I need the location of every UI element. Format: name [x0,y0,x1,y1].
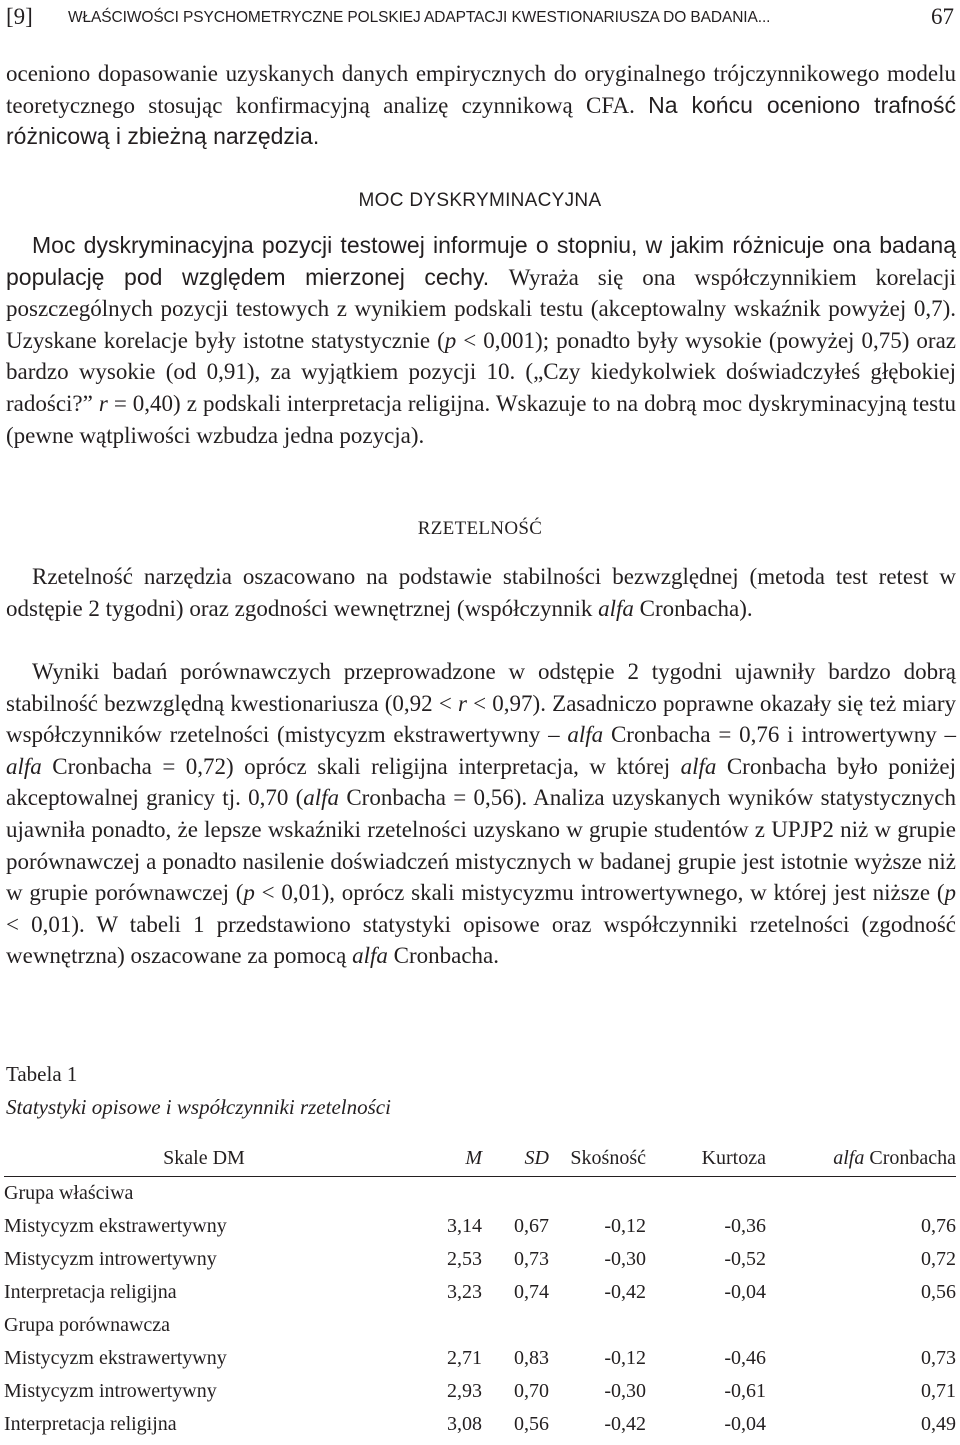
table-row [4,1276,956,1309]
cell-kurtosis: -0,52 [724,1248,766,1270]
reliability-text: Cronbacha = 0,76 i introwertywny – [603,722,956,748]
r-symbol: r [98,390,108,416]
cell-sd: 0,74 [514,1281,549,1303]
r-symbol: r [458,690,467,716]
table-header-row [4,1140,956,1177]
reliability-text: Cronbacha = 0,72) oprócz skali religijna interpretacja, w której [41,753,681,779]
alfa-symbol: alfa [352,943,388,969]
cell-kurtosis: -0,04 [724,1281,766,1303]
intro-text-serif: oceniono dopasowanie uzyskanych danych empirycznych do oryginalnego trójczynnikowego modelu teoretycznego stosując konfirmacyjną analizę czynnikową CFA. [6,61,956,118]
cell-m: 3,14 [447,1215,482,1237]
cell-m: 3,08 [447,1413,482,1435]
cell-alfa: 0,71 [921,1380,956,1402]
cell-skewness: -0,42 [604,1281,646,1303]
cell-kurtosis: -0,04 [724,1413,766,1435]
header-alfa [766,1140,956,1177]
cell-kurtosis: -0,46 [724,1347,766,1369]
alfa-symbol: alfa [303,785,340,811]
discrimination-text-3: < 0,001); ponadto były wysokie (powyżej 0,75) oraz bardzo wysokie (od 0,91), za wyjątkiem pozycji 10. („Czy kiedykolwiek doświadczyłeś głębokiej radości?” [6,327,956,416]
header-sd: SD [482,1140,549,1177]
group-label: Grupa właściwa [4,1182,134,1204]
cell-sd: 0,73 [514,1248,549,1270]
group-row [4,1309,956,1342]
cell-skewness: -0,12 [604,1215,646,1237]
intro-paragraph [6,58,956,153]
cell-scale: Mistycyzm introwertywny [4,1380,217,1402]
alfa-symbol: alfa [598,595,634,621]
section-heading-reliability: RZETELNOŚĆ [417,518,543,539]
table-caption-title: Statystyki opisowe i współczynniki rzetelności [6,1095,391,1119]
cell-scale: Mistycyzm introwertywny [4,1248,217,1270]
cell-scale: Mistycyzm ekstrawertywny [4,1215,227,1237]
cell-sd: 0,70 [514,1380,549,1402]
cell-skewness: -0,30 [604,1248,646,1270]
table-row [4,1243,956,1276]
cell-m: 2,93 [447,1380,482,1402]
header-alfa-label: Cronbacha [864,1146,956,1169]
cell-alfa: 0,56 [921,1281,956,1303]
page-number: 67 [931,4,954,29]
cell-m: 2,53 [447,1248,482,1270]
header-kurtosis: Kurtoza [646,1140,766,1177]
reliability-text: < 0,01), oprócz skali mistycyzmu introwertywnego, w której jest niższe ( [254,880,945,906]
cell-skewness: -0,42 [604,1413,646,1435]
alfa-symbol: alfa [567,722,604,748]
section-number: [9] [6,4,33,29]
intro-text-sans: Na końcu oceniono trafność różnicową i zbieżną narzędzia. [6,91,956,150]
reliability-text: Cronbacha). [633,595,753,621]
p-symbol: p [944,880,956,906]
reliability-text: Cronbacha = 0,56). Analiza uzyskanych wyników statystycznych ujawniła ponadto, że lepsze wskaźniki rzetelności uzyskano w grupie studentów z UPJP2 niż w grupie porównawczej a ponadto nasilenie doświadczeń mistycznych w badanej grupie jest istotnie wyższe niż w grupie porównawczej ( [6,785,956,906]
cell-sd: 0,67 [514,1215,549,1237]
cell-sd: 0,56 [514,1413,549,1435]
reliability-text: < 0,97). Zasadniczo poprawne okazały się też miary współczynników rzetelności (mistycyzm ekstrawertywny – [6,690,957,748]
reliability-text: < 0,01). W tabeli 1 przedstawiono statystyki opisowe oraz współczynniki rzetelności (zgodność wewnętrzna) oszacowane za pomocą [6,911,956,969]
discrimination-paragraph [6,230,956,451]
table-row [4,1342,956,1375]
reliability-text: Cronbacha. [387,943,500,969]
group-row [4,1177,956,1211]
alfa-symbol: alfa [6,753,42,779]
running-header [6,4,956,32]
group-label: Grupa porównawcza [4,1314,171,1336]
cell-sd: 0,83 [514,1347,549,1369]
statistics-table [4,1140,956,1441]
reliability-paragraph-2 [6,656,956,972]
cell-kurtosis: -0,61 [724,1380,766,1402]
cell-alfa: 0,72 [921,1248,956,1270]
alfa-symbol: alfa [680,753,717,779]
reliability-text: Rzetelność narzędzia oszacowano na podstawie stabilności bezwzględnej (metoda test retest w odstępie 2 tygodni) oraz zgodności wewnętrznej (współczynnik [6,564,956,621]
reliability-text: Cronbacha było poniżej akceptowalnej granicy tj. 0,70 ( [6,753,957,811]
running-title: WŁAŚCIWOŚCI PSYCHOMETRYCZNE POLSKIEJ ADAPTACJI KWESTIONARIUSZA DO BADANIA... [68,9,771,26]
cell-skewness: -0,12 [604,1347,646,1369]
cell-alfa: 0,73 [921,1347,956,1369]
reliability-paragraph-1 [6,561,956,624]
header-skewness: Skośność [549,1140,646,1177]
table-row [4,1408,956,1441]
cell-scale: Interpretacja religijna [4,1413,177,1435]
header-scale: Skale DM [4,1140,404,1177]
p-symbol: p [243,880,255,906]
table-row [4,1375,956,1408]
table-row [4,1210,956,1243]
cell-m: 2,71 [447,1347,482,1369]
p-symbol: p [444,327,457,353]
discrimination-text-1: Moc dyskryminacyjna pozycji testowej informuje o stopniu, w jakim różnicuje ona badaną populację pod względem mierzonej cechy. [6,232,956,290]
reliability-text: Wyniki badań porównawczych przeprowadzone w odstępie 2 tygodni ujawniły bardzo dobrą stabilność bezwzględną kwestionariusza (0,92 < [6,659,956,716]
cell-alfa: 0,49 [921,1413,956,1435]
section-heading-discrimination: MOC DYSKRYMINACYJNA [358,190,602,211]
cell-scale: Interpretacja religijna [4,1281,177,1303]
discrimination-text-4: = 0,40) z podskali interpretacja religijna. Wskazuje to na dobrą moc dyskryminacyjną testu (pewne wątpliwości wzbudza jedna pozycja). [6,390,956,448]
cell-m: 3,23 [447,1281,482,1303]
cell-skewness: -0,30 [604,1380,646,1402]
alfa-symbol: alfa [833,1146,865,1169]
table-caption-number: Tabela 1 [6,1062,78,1086]
cell-kurtosis: -0,36 [724,1215,766,1237]
cell-alfa: 0,76 [921,1215,956,1237]
header-m: M [404,1140,482,1177]
cell-scale: Mistycyzm ekstrawertywny [4,1347,227,1369]
discrimination-text-2: Wyraża się ona współczynnikiem korelacji poszczególnych pozycji testowych z wynikiem podskali testu (akceptowalny wskaźnik powyżej 0,7). Uzyskane korelacje były istotne statystycznie ( [6,264,957,353]
